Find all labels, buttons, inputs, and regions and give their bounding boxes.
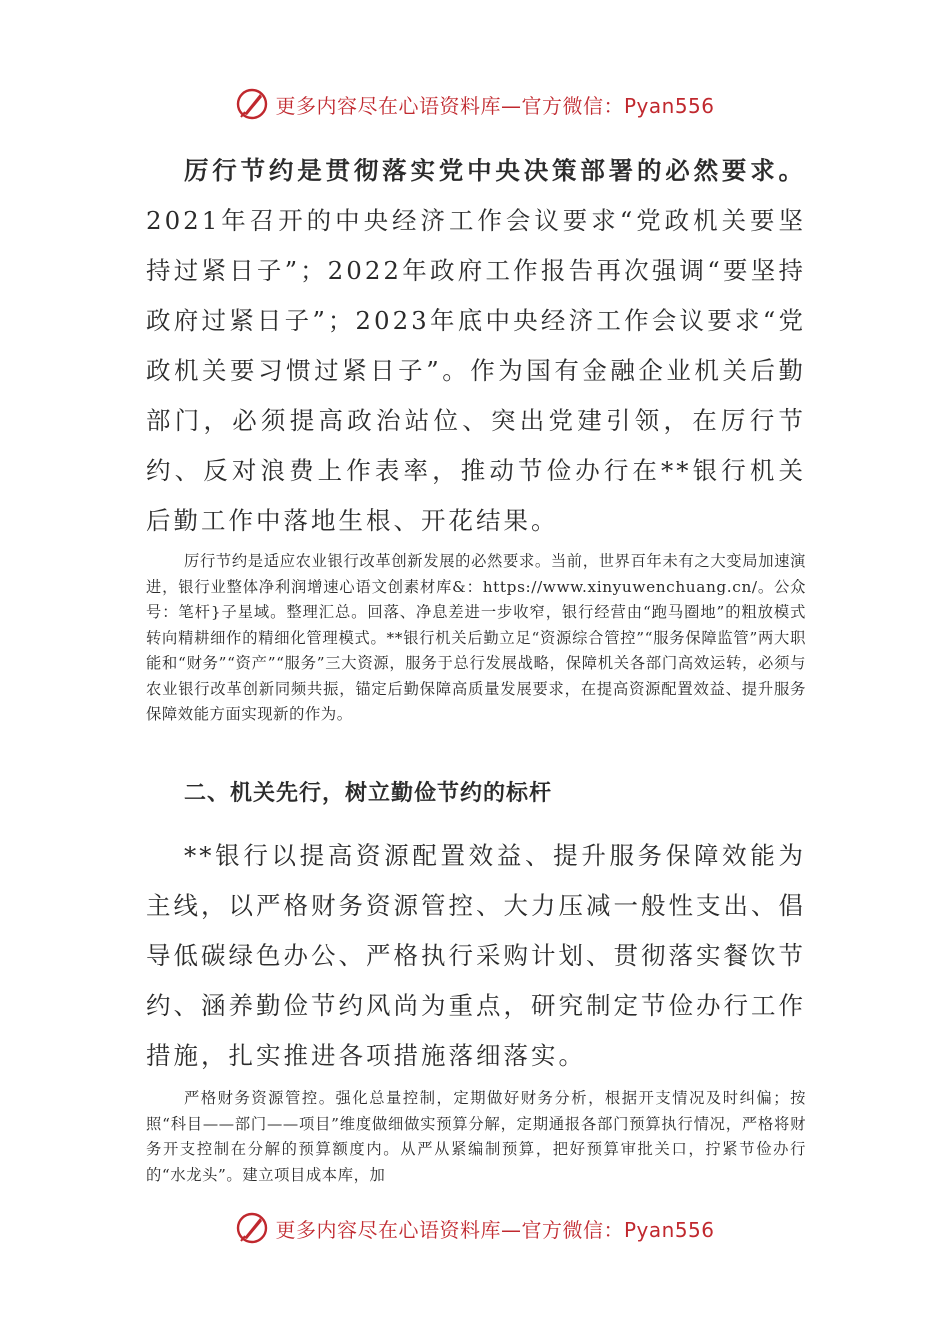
watermark-banner-bottom [0, 1208, 950, 1248]
watermark-banner-top [0, 84, 950, 124]
watermark-text: 更多内容尽在心语资料库—官方微信：Pyan556 [275, 1217, 715, 1242]
paragraph-finance-control: 严格财务资源管控。强化总量控制，定期做好财务分析，根据开支情况及时纠偏；按照“科目——部门——项目”维度做细做实预算分解，定期通报各部门预算执行情况，严格将财务开支控制在分解的预算额度内。从严从紧编制预算，把好预算审批关口，拧紧节俭办行的“水龙头”。建立项目成本库，加 [146, 1089, 806, 1184]
paragraph-intro-lead: 厉行节约是贯彻落实党中央决策部署的必然要求。 [184, 156, 806, 185]
section-heading: 二、机关先行，树立勤俭节约的标杆 [184, 780, 553, 806]
paragraph-intro-body: 2021年召开的中央经济工作会议要求“党政机关要坚持过紧日子”；2022年政府工作报告再次强调“要坚持政府过紧日子”；2023年底中央经济工作会议要求“党政机关要习惯过紧日子”。作为国有金融企业机关后勤部门，必须提高政治站位、突出党建引领，在厉行节约、反对浪费上作表率，推动节俭办行在**银行机关后勤工作中落地生根、开花结果。 [146, 206, 806, 535]
quill-pen-logo-icon [235, 1211, 269, 1245]
watermark-text: 更多内容尽在心语资料库—官方微信：Pyan556 [275, 93, 715, 118]
paragraph-reform: 厉行节约是适应农业银行改革创新发展的必然要求。当前，世界百年未有之大变局加速演进，银行业整体净利润增速心语文创素材库&：https://www.xinyuwenchuang.cn/。公众号：笔杆}子星域。整理汇总。回落、净息差进一步收窄，银行经营由“跑马圈地”的粗放模式转向精耕细作的精细化管理模式。**银行机关后勤立足“资源综合管控”“服务保障监管”两大职能和“财务”“资产”“服务”三大资源，服务于总行发展战略，保障机关各部门高效运转，必须与农业银行改革创新同频共振，锚定后勤保障高质量发展要求，在提高资源配置效益、提升服务保障效能方面实现新的作为。 [146, 552, 806, 723]
paragraph-intro [146, 146, 806, 546]
quill-pen-logo-icon [235, 87, 269, 121]
paragraph-measures: **银行以提高资源配置效益、提升服务保障效能为主线，以严格财务资源管控、大力压减一般性支出、倡导低碳绿色办公、严格执行采购计划、贯彻落实餐饮节约、涵养勤俭节约风尚为重点，研究制定节俭办行工作措施，扎实推进各项措施落细落实。 [146, 841, 806, 1070]
